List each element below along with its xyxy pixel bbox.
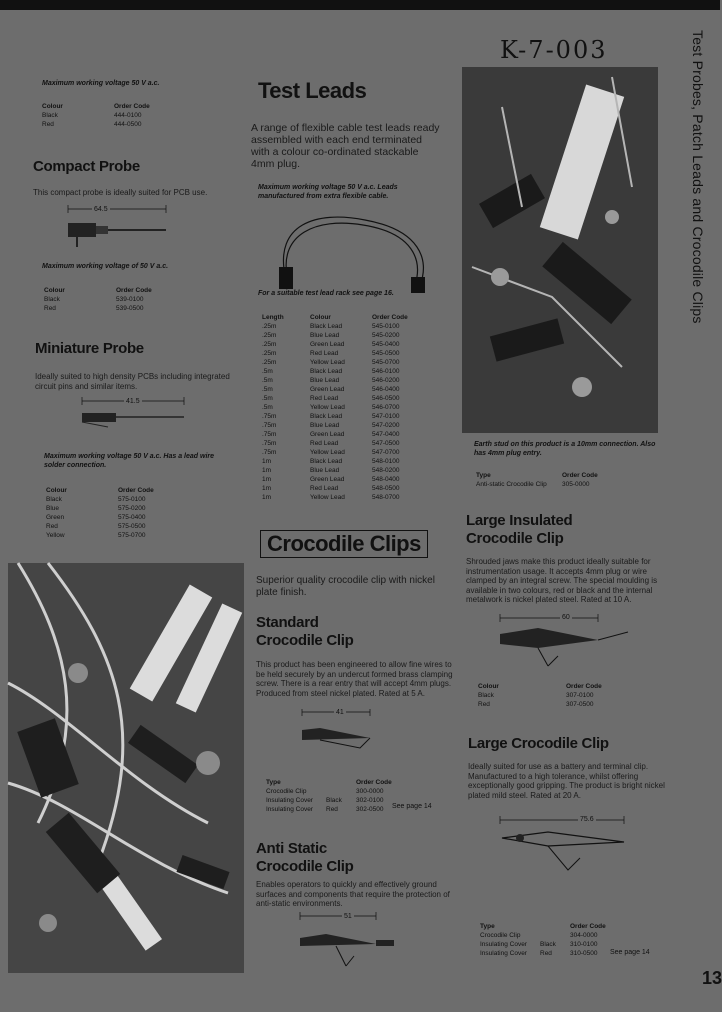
table-row: Red 444-0500 — [42, 121, 142, 128]
table-row: Black 444-0100 — [42, 112, 142, 119]
large-insulated-order-table: Colour Order Code Black 307-0100 Red 307-0500 — [478, 682, 606, 709]
clips-photo — [462, 67, 658, 433]
table-row: .25m Black Lead 545-0100 — [262, 323, 400, 330]
side-title: Test Probes, Patch Leads and Crocodile Clips — [690, 30, 706, 324]
compact-order-table: Colour Order Code Black 539-0100 Red 539-0500 — [44, 286, 156, 313]
crocodile-clips-title: Crocodile Clips — [260, 530, 428, 558]
table-row: .25m Green Lead 545-0400 — [262, 341, 400, 348]
top-rule — [0, 0, 720, 10]
compact-probe-drawing — [62, 203, 172, 251]
table-row: Insulating Cover Black 310-0100 — [480, 941, 598, 948]
table-row: 1m Green Lead 548-0400 — [262, 476, 400, 483]
top-voltage-note: Maximum working voltage 50 V a.c. — [42, 80, 160, 87]
compact-voltage-note: Maximum working voltage of 50 V a.c. — [42, 263, 169, 270]
compact-probe-desc: This compact probe is ideally suited for PCB use. — [33, 188, 208, 197]
standard-clip-desc: This product has been engineered to allow fine wires to be held securely by an undercut formed brass clamping screw. There is a rear entry that will accept 4mm plugs. Produced from steel nickel plated. Rated at 5 A. — [256, 660, 453, 698]
col-header: Colour — [42, 103, 63, 110]
col-header: Order Code — [114, 103, 150, 110]
table-row: .5m Yellow Lead 546-0700 — [262, 404, 400, 411]
table-row: Crocodile Clip 300-0000 — [266, 788, 384, 795]
standard-see-page: See page 14 — [392, 803, 432, 810]
table-row: Yellow 575-0700 — [46, 532, 146, 539]
table-row: .75m Red Lead 547-0500 — [262, 440, 400, 447]
table-row: Black 307-0100 — [478, 692, 594, 699]
table-row: 1m Black Lead 548-0100 — [262, 458, 400, 465]
table-row: .5m Green Lead 546-0400 — [262, 386, 400, 393]
miniature-voltage-note: Maximum working voltage 50 V a.c. Has a lead wire solder connection. — [44, 453, 215, 469]
anti-static-dim-label: 51 — [344, 913, 352, 920]
table-row: Red 539-0500 — [44, 305, 144, 312]
handwritten-reference: K-7-003 — [500, 36, 608, 64]
large-clip-order-table: Type Order Code Crocodile Clip 304-0000 Insulating Cover Black 310-0100 Insulating Cover Red 310-0500 — [480, 922, 610, 958]
large-insulated-dim-label: 60 — [562, 614, 570, 621]
photo-caption: Earth stud on this product is a 10mm connection. Also has 4mm plug entry. — [474, 441, 656, 457]
test-leads-desc: A range of flexible cable test leads ready assembled with each end terminated with a colour co-ordinated stackable 4mm plug. — [251, 122, 440, 170]
standard-clip-order-table: Type Order Code Crocodile Clip 300-0000 Insulating Cover Black 302-0100 Insulating Cover Red 302-0500 — [266, 778, 396, 814]
standard-clip-drawing — [300, 708, 420, 752]
miniature-probe-desc: Ideally suited to high density PCBs including integrated circuit pins and similar items. — [35, 372, 230, 391]
table-row: Blue 575-0200 — [46, 505, 146, 512]
large-insulated-clip-title: Large Insulated Crocodile Clip — [466, 512, 573, 547]
large-clip-title: Large Crocodile Clip — [468, 735, 609, 752]
anti-static-clip-desc: Enables operators to quickly and effectively ground surfaces and components that require the protection of anti-static environments. — [256, 880, 450, 908]
table-row: .75m Blue Lead 547-0200 — [262, 422, 400, 429]
large-see-page: See page 14 — [610, 949, 650, 956]
page-number: 13 — [702, 968, 722, 988]
table-row: Red 307-0500 — [478, 701, 594, 708]
table-row: 1m Red Lead 548-0500 — [262, 485, 400, 492]
compact-probe-title: Compact Probe — [33, 158, 140, 175]
miniature-order-table: Colour Order Code Black 575-0100 Blue 575-0200 Green 575-0400 Red 575-0500 Yellow 575-0700 — [46, 486, 158, 540]
table-row: Insulating Cover Black 302-0100 — [266, 797, 384, 804]
miniature-probe-title: Miniature Probe — [35, 340, 144, 357]
anti-static-order-table: Type Order Code Anti-static Crocodile Clip 305-0000 — [476, 471, 602, 489]
table-row: .5m Blue Lead 546-0200 — [262, 377, 400, 384]
large-clip-drawing — [498, 812, 638, 876]
table-row: Crocodile Clip 304-0000 — [480, 932, 598, 939]
table-row: .75m Yellow Lead 547-0700 — [262, 449, 400, 456]
table-row: 1m Yellow Lead 548-0700 — [262, 494, 400, 501]
large-clip-desc: Ideally suited for use as a battery and terminal clip. Manufactured to a high tolerance, whilst offering exceptionally good gripping. The product is bright nickel plated mild steel. Rated at 20 A. — [468, 762, 665, 800]
table-row: 1m Blue Lead 548-0200 — [262, 467, 400, 474]
compact-dim-label: 64.5 — [94, 206, 108, 213]
table-row: .75m Black Lead 547-0100 — [262, 413, 400, 420]
large-insulated-clip-desc: Shrouded jaws make this product ideally suitable for instrumentation usage. It accepts 4mm plug or wire clamped by an integral screw. The special moulding is available in two colours, red or black and the internal metalwork is nickel plated steel. Rated at 10 A. — [466, 557, 658, 604]
table-row: Insulating Cover Red 302-0500 — [266, 806, 384, 813]
table-row: Black 575-0100 — [46, 496, 146, 503]
table-row: .25m Blue Lead 545-0200 — [262, 332, 400, 339]
table-row: Insulating Cover Red 310-0500 — [480, 950, 598, 957]
table-row: .25m Red Lead 545-0500 — [262, 350, 400, 357]
table-row: .5m Black Lead 546-0100 — [262, 368, 400, 375]
top-order-table — [42, 102, 154, 129]
standard-clip-title: Standard Crocodile Clip — [256, 614, 354, 649]
miniature-dim-label: 41.5 — [126, 398, 140, 405]
anti-static-clip-title: Anti Static Crocodile Clip — [256, 840, 354, 875]
table-row: Red 575-0500 — [46, 523, 146, 530]
table-row: .5m Red Lead 546-0500 — [262, 395, 400, 402]
crocodile-clips-desc: Superior quality crocodile clip with nickel plate finish. — [256, 575, 435, 598]
test-leads-order-table: Length Colour Order Code .25m Black Lead 545-0100 .25m Blue Lead 545-0200 .25m Green Lead 545-0400 .25m Red Lead 545-0500 .25m Yellow Lead 545-0700 .5m Black Lead 546-0100 .5m Blue Lead 546-0200 .5m Green Lead 546-0400 .5m Red Lead 546-0500 .5m Yellow Lead 546-0700 .75m Black Lead 547-0100 .75m Blue Lead 547-0200 .75m Green Lead 547-0400 .75m Red Lead 547-0500 .75m Yellow Lead 547-0700 1m Black Lead 548-0100 1m Blue Lead 548-0200 1m Green Lead 548-0400 1m Red Lead 548-0500 1m Yellow Lead 548-0700 — [262, 313, 412, 502]
table-row: .25m Yellow Lead 545-0700 — [262, 359, 400, 366]
test-leads-title: Test Leads — [258, 78, 367, 103]
probes-leads-photo — [8, 563, 244, 973]
test-leads-rack-note: For a suitable test lead rack see page 16. — [258, 290, 394, 297]
test-lead-drawing — [255, 205, 435, 295]
table-row: Green 575-0400 — [46, 514, 146, 521]
standard-dim-label: 41 — [336, 709, 344, 716]
table-row: Anti-static Crocodile Clip 305-0000 — [476, 481, 590, 488]
table-row: Black 539-0100 — [44, 296, 144, 303]
table-row: .75m Green Lead 547-0400 — [262, 431, 400, 438]
large-dim-label: 75.6 — [580, 816, 594, 823]
test-leads-voltage: Maximum working voltage 50 V a.c. Leads manufactured from extra flexible cable. — [258, 184, 398, 200]
